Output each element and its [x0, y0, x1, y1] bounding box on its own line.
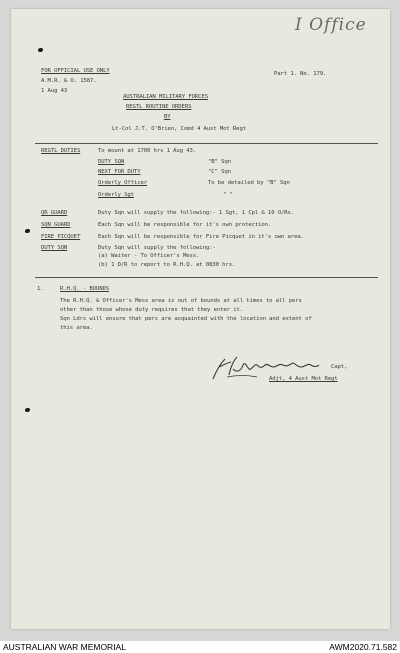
- punch-hole-top: [38, 48, 43, 52]
- order-date: 1 Aug 43: [41, 88, 68, 94]
- guard-text: Each Sqn will be responsible for it's own protection.: [98, 222, 272, 228]
- guard-text: Each Sqn will be responsible for Fire Picquet in it's own area.: [98, 234, 304, 240]
- org-title: AUSTRALIAN MILITARY FORCES: [123, 94, 208, 100]
- header-divider: [35, 143, 378, 144]
- item-line: this area.: [60, 325, 93, 331]
- duty-row-label: DUTY SQN: [98, 159, 125, 165]
- archive-footer: [0, 641, 400, 653]
- punch-hole-middle: [25, 229, 30, 233]
- item-heading: R.H.Q. - BOUNDS: [60, 286, 110, 292]
- item-line: Sqn Ldrs will ensure that pers are acquainted with the location and extent of: [60, 316, 312, 322]
- mount-time: To mount at 1700 hrs 1 Aug 43.: [98, 148, 197, 154]
- document-page: [11, 9, 390, 629]
- duty-sub-item: (a) Waiter - To Officer's Mess.: [98, 253, 200, 259]
- duty-row-value: "B" Sqn: [208, 159, 231, 165]
- signatory-appointment: Adjt, 4 Aust Mot Regt: [269, 376, 338, 382]
- item-line: The R.H.Q. & Officer's Mess area is out of bounds at all times to all pers: [60, 298, 302, 304]
- amr-reference: A.M.R. & O. 1587.: [41, 78, 97, 84]
- guard-label: FIRE PICQUET: [41, 234, 81, 240]
- classification: FOR OFFICIAL USE ONLY: [41, 68, 110, 74]
- footer-accession-number: AWM2020.71.582: [329, 642, 397, 652]
- guard-text: Duty Sqn will supply the following:-: [98, 245, 216, 251]
- guard-label: QR GUARD: [41, 210, 68, 216]
- section-divider: [35, 277, 378, 278]
- guard-label: DUTY SQN: [41, 245, 68, 251]
- orders-title: REGTL ROUTINE ORDERS: [126, 104, 192, 110]
- part-number: Part 1. No. 179.: [274, 71, 327, 77]
- item-number: 1.: [37, 286, 44, 292]
- duty-row-value: To be detailed by "B" Sqn: [208, 180, 290, 186]
- duty-row-label: Orderly Sgt: [98, 192, 134, 198]
- duty-row-value: "C" Sqn: [208, 169, 231, 175]
- regtl-duties-heading: REGTL DUTIES: [41, 148, 81, 154]
- duty-row-label: Orderly Officer: [98, 180, 148, 186]
- orders-by: BY: [164, 114, 171, 120]
- punch-hole-bottom: [25, 408, 30, 412]
- item-line: other than those whose duty requires that they enter it.: [60, 307, 243, 313]
- authority: Lt-Col J.T. O'Brien, Comd 4 Aust Mot Regt: [112, 126, 246, 132]
- signatory-rank: Capt,: [331, 364, 348, 370]
- guard-text: Duty Sqn will supply the following:- 1 Sgt, 1 Cpl & 10 O/Rs.: [98, 210, 295, 216]
- footer-institution: AUSTRALIAN WAR MEMORIAL: [3, 642, 126, 652]
- handwritten-note: I Office: [295, 15, 367, 35]
- duty-sub-item: (b) 1 D/R to report to R.H.Q. at 0830 hrs.: [98, 262, 236, 268]
- duty-row-label: NEXT FOR DUTY: [98, 169, 141, 175]
- duty-row-value: " ": [223, 192, 233, 198]
- guard-label: SQN GUARD: [41, 222, 71, 228]
